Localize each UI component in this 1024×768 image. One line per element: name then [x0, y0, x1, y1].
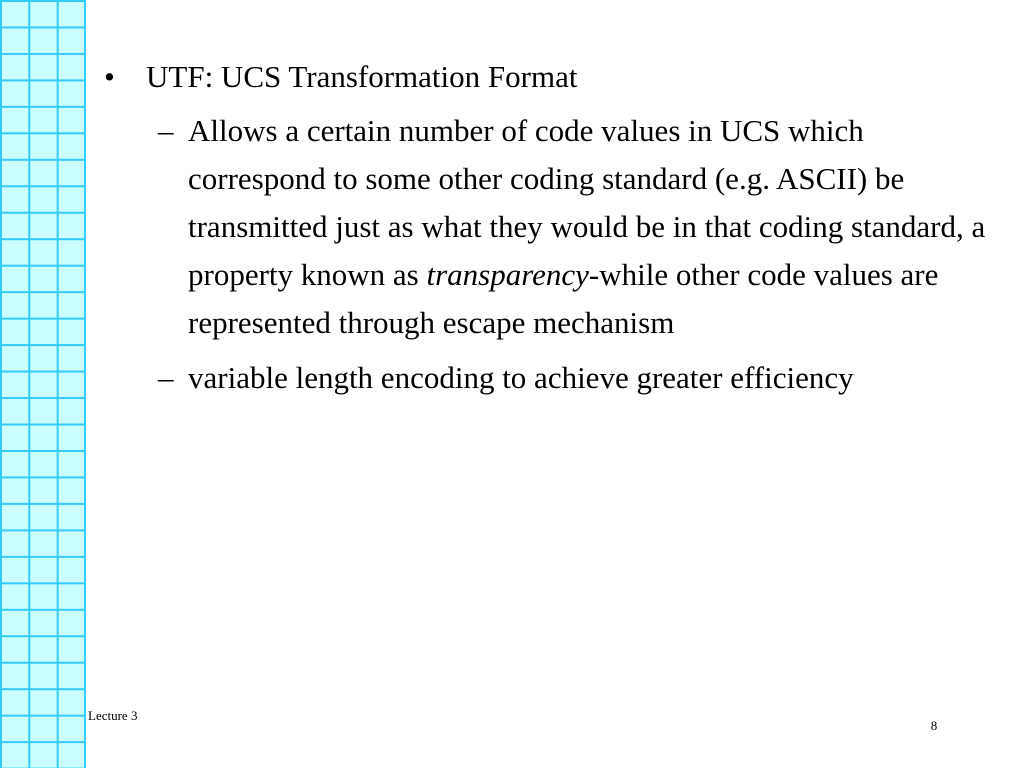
- sub-bullet-text-before: Allows a certain number of code values in UCS which correspond to some other coding standard (e.g. ASCII) be transmitted just as what they would be in that coding standard, a property known as: [188, 113, 986, 292]
- bullet-dot-icon: •: [104, 59, 115, 94]
- sub-bullet-transparency: [104, 107, 988, 347]
- sub-bullet-text: variable length encoding to achieve greater efficiency: [188, 360, 854, 395]
- sub-bullet-list: [104, 107, 1004, 402]
- slide-page-number: 8: [930, 718, 938, 733]
- slide-content: [104, 53, 1004, 409]
- decorative-grid-strip: [0, 0, 86, 768]
- main-bullet-text: UTF: UCS Transformation Format: [146, 59, 578, 94]
- sub-bullet-emphasis: transparency: [426, 257, 589, 292]
- footer-lecture-label: Lecture 3: [88, 708, 138, 723]
- dash-marker-icon: –: [158, 360, 174, 395]
- sub-bullet-text-after: -while other code values are represented through escape mechanism: [188, 257, 939, 340]
- dash-marker-icon: –: [158, 113, 174, 148]
- main-bullet: [104, 53, 1004, 101]
- sub-bullet-variable-length: [104, 354, 988, 402]
